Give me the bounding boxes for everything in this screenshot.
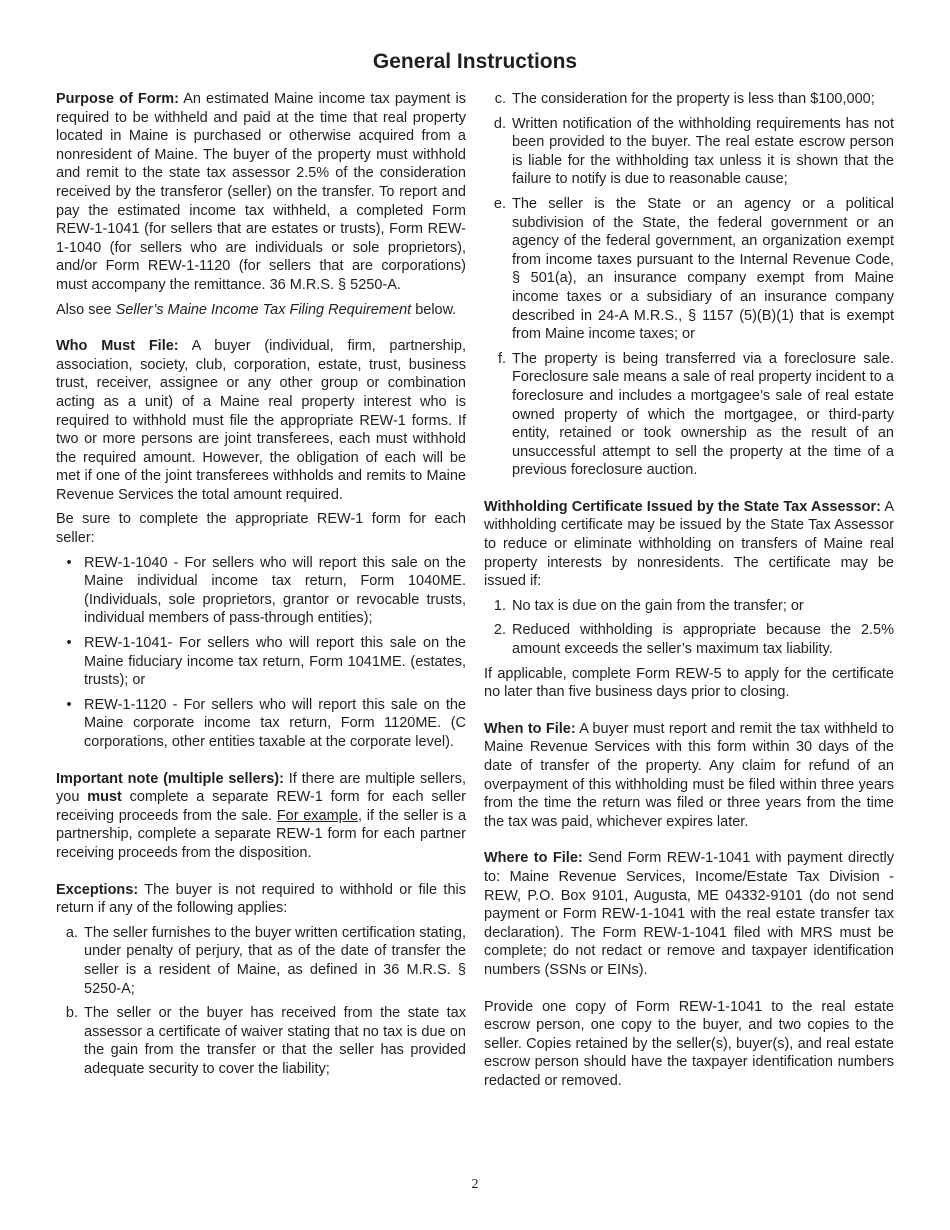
list-letter: a.: [65, 924, 78, 941]
where-to-file-text: Send Form REW-1-1041 with payment directly to: Maine Revenue Services, Income/Estate Tax Division - REW, P.O. Box 9101, Augusta, ME 04332-9101 (do not send payment or Form REW-1-1041 with the real estate transfer tax declaration). The Form REW-1-1041 filed with MRS must be complete; do not redact or remove and taxpayer identification numbers (SSNs or EINs).: [484, 850, 894, 978]
also-see-paragraph: [56, 301, 466, 320]
list-item: [484, 90, 894, 109]
list-letter: b.: [65, 1005, 78, 1022]
list-item-text: The consideration for the property is less than $100,000;: [512, 91, 875, 107]
list-number: 2.: [493, 622, 506, 639]
who-must-file-heading: Who Must File:: [56, 338, 179, 355]
list-letter: c.: [494, 91, 506, 107]
bullet-mark: •: [66, 696, 72, 713]
purpose-text: An estimated Maine income tax payment is required to be withheld and paid at the time that real property located in Maine is purchased or otherwise acquired from a nonresident of Maine. The buyer of the property must withhold and remit to the state tax assessor 2.5% of the consideration received by the transferor (seller) on the transfer. To report and pay the estimated income tax withheld, a completed Form REW-1-1041 (for sellers that are estates or trusts), Form REW-1-1040 (for sellers who are individuals or sole proprietors), and/or Form REW-1-1120 (for sellers that are corporations) must accompany the remittance. 36 M.R.S. § 5250-A.: [56, 91, 466, 293]
bullet-mark: •: [66, 554, 72, 571]
withholding-certificate-heading: Withholding Certificate Issued by the State Tax Assessor:: [484, 498, 881, 515]
list-item: [484, 195, 894, 344]
important-note-heading: Important note (multiple sellers):: [56, 770, 284, 787]
right-column: [484, 90, 894, 1091]
exceptions-paragraph: [56, 881, 466, 918]
list-item-text: REW-1-1041- For sellers who will report this sale on the Maine fiduciary income tax return, Form 1041ME. (estates, trusts); or: [84, 635, 466, 689]
list-item: [56, 924, 466, 998]
exceptions-list-left: [56, 924, 466, 1079]
exceptions-text: The buyer is not required to withhold or file this return if any of the following applies:: [56, 881, 466, 917]
provide-copies-paragraph: Provide one copy of Form REW-1-1041 to the real estate escrow person, one copy to the buyer, and two copies to the seller. Copies retained by the seller(s), buyer(s), and real estate escrow person should have the taxpayer identification numbers redacted or removed.: [484, 998, 894, 1089]
list-item-text: No tax is due on the gain from the transfer; or: [512, 597, 804, 614]
important-note-text: complete a separate REW-1 form for each seller receiving proceeds from the sale.: [56, 789, 466, 824]
list-item-text: The property is being transferred via a foreclosure sale. Foreclosure sale means a sale of real property incident to a foreclosure and includes a mortgagee’s sale of real estate owned property of which the mortgagee, or third-party entity, retained or took ownership as the result of an unsuccessful attempt to sell the property at the time of a previous foreclosure auction.: [512, 350, 894, 479]
rew-form-list: [56, 554, 466, 752]
important-note-text: If there are multiple sellers, you: [56, 770, 466, 806]
bullet-mark: •: [66, 635, 72, 652]
list-item: [56, 1004, 466, 1078]
also-see-post: below.: [411, 301, 457, 318]
page-title: General Instructions: [372, 50, 578, 73]
list-letter: d.: [493, 115, 506, 132]
list-item: [484, 597, 894, 616]
who-must-file-text: A buyer (individual, firm, partnership, association, society, club, corporation, estate, trust, business trust, receiver, assignee or any other group or combination acting as a unit) of a Maine real property interest who is required to withhold must file the appropriate REW-1 forms. If two or more persons are joint transferees, each must withhold the required amount. However, the obligation of each will be met if one of the joint transferees withholds and remits to Maine Revenue Services the total amount required.: [56, 338, 466, 503]
page-number: 2: [471, 1177, 479, 1192]
list-item: [484, 115, 894, 189]
list-item: [56, 554, 466, 628]
list-item: [484, 350, 894, 480]
for-example-underline: For example: [276, 807, 359, 824]
purpose-paragraph: [56, 90, 466, 295]
list-item-text: The seller furnishes to the buyer written certification stating, under penalty of perjury, that as of the date of transfer the seller is a resident of Maine, as defined in 36 M.R.S. § 5250-A;: [84, 924, 467, 997]
if-applicable-paragraph: If applicable, complete Form REW-5 to apply for the certificate no later than five business days prior to closing.: [484, 665, 894, 701]
list-item-text: The seller is the State or an agency or a political subdivision of the State, the federal government or an agency of the federal government, an organization exempt from income taxes pursuant to the Internal Revenue Code, § 501(a), an insurance company exempt from Maine income taxes or a subsidiary of an insurance company described in 24-A M.R.S., § 1157 (5)(B)(1) that is exempt from Maine income taxes; or: [512, 195, 894, 343]
who-must-file-paragraph: [56, 337, 466, 504]
list-letter: e.: [493, 195, 506, 212]
list-item-text: REW-1-1120 - For sellers who will report this sale on the Maine corporate income tax return, Form 1120ME. (C corporations, other entities taxable at the corporate level).: [84, 696, 466, 750]
list-item-text: Reduced withholding is appropriate because the 2.5% amount exceeds the seller’s maximum tax liability.: [512, 622, 894, 658]
where-to-file-paragraph: [484, 849, 894, 979]
where-to-file-heading: Where to File:: [484, 850, 583, 867]
when-to-file-paragraph: [484, 720, 894, 832]
when-to-file-heading: When to File:: [484, 720, 576, 737]
list-item: [56, 696, 466, 752]
list-item-text: REW-1-1040 - For sellers who will report this sale on the Maine individual income tax return, Form 1040ME. (Individuals, sole proprietors, grantor or revocable trusts, individual members of pass-through entities);: [84, 554, 466, 627]
when-to-file-text: A buyer must report and remit the tax withheld to Maine Revenue Services with this form within 30 days of the date of transfer of the property. Any claim for refund of an overpayment of this withholding must be filed within three years from the time the return was filed or three years from the time the tax was paid, whichever expires later.: [484, 720, 894, 830]
list-item-text: The seller or the buyer has received from the state tax assessor a certificate of waiver stating that no tax is due on the gain from the transfer or that the seller has provided adequate security to cover the liability;: [84, 1005, 466, 1077]
left-column: [56, 90, 466, 1079]
list-letter: f.: [497, 350, 506, 367]
certificate-conditions-list: [484, 597, 894, 659]
purpose-heading: Purpose of Form:: [56, 91, 179, 107]
important-note-text: , if the seller is a partnership, complete a separate REW-1 form for each partner receiving proceeds from the disposition.: [56, 807, 467, 861]
list-item-text: Written notification of the withholding requirements has not been provided to the buyer. The real estate escrow person is liable for the withholding tax unless it is shown that the failure to notify is due to reasonable cause;: [512, 115, 894, 188]
exceptions-list-right: [484, 90, 894, 480]
important-note-paragraph: [56, 770, 466, 863]
list-item: [484, 621, 894, 658]
withholding-certificate-text: A withholding certificate may be issued by the State Tax Assessor to reduce or eliminate withholding on transfers of Maine real property interests by nonresidents. The certificate may be issued if:: [484, 498, 894, 590]
exceptions-heading: Exceptions:: [56, 881, 139, 898]
also-see-pre: Also see: [56, 301, 116, 318]
be-sure-paragraph: Be sure to complete the appropriate REW-1 form for each seller:: [56, 511, 466, 547]
withholding-certificate-paragraph: [484, 498, 894, 591]
list-number: 1.: [493, 597, 506, 614]
must-emphasis: must: [87, 789, 122, 806]
also-see-reference: Seller’s Maine Income Tax Filing Requirement: [115, 301, 412, 318]
list-item: [56, 634, 466, 690]
